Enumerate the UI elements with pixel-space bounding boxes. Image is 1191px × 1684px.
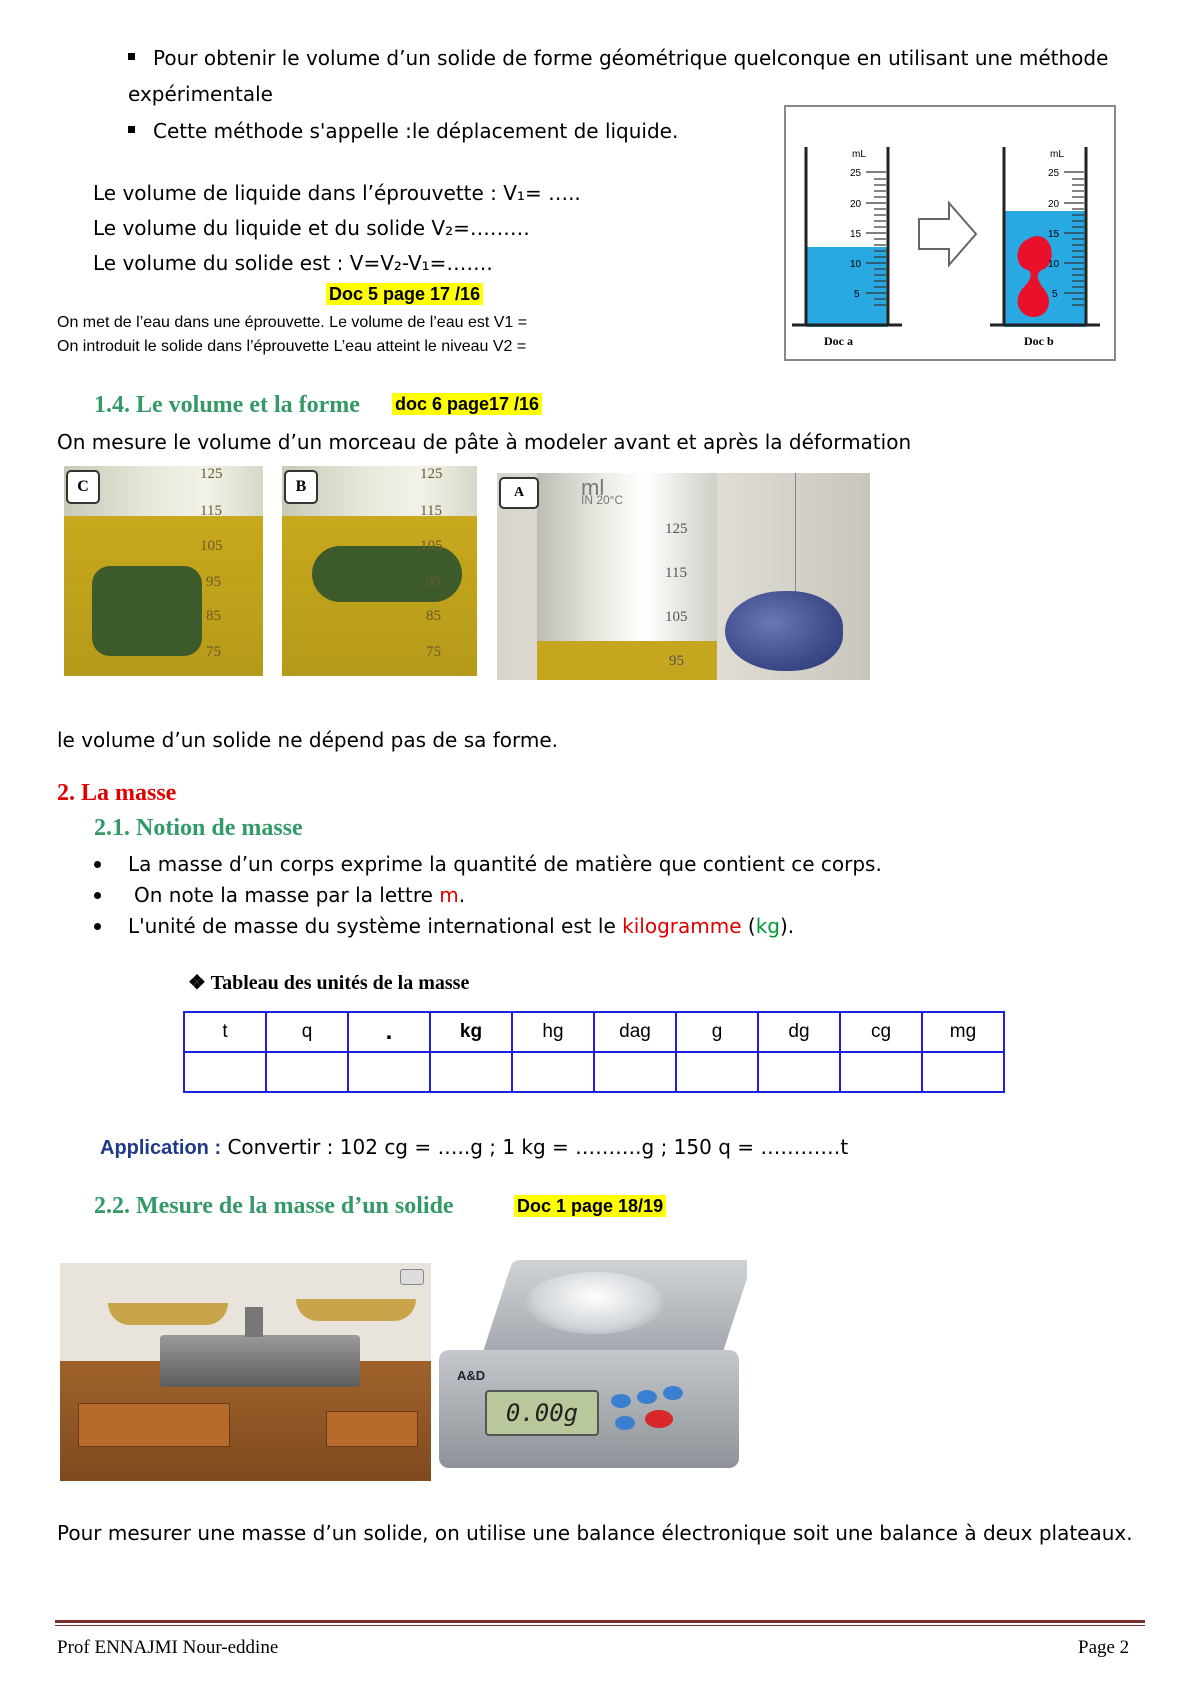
- footer-page-number: Page 2: [1078, 1637, 1130, 1658]
- photo-cylinder-c: C 125 115 105 95 85 75: [64, 466, 263, 676]
- scale-pan: [525, 1272, 665, 1334]
- photo-electronic-scale: A&D 0.00g: [435, 1258, 747, 1484]
- scale-display: 0.00g: [485, 1390, 599, 1436]
- svg-text:5: 5: [1052, 289, 1058, 300]
- bullet-item: Cette méthode s'appelle :le déplacement de liquide.: [128, 119, 678, 143]
- doc6-reference: doc 6 page17 /16: [392, 394, 542, 415]
- doc5-line-1: On met de l’eau dans une éprouvette. Le volume de l’eau est V1 =: [57, 314, 528, 331]
- diamond-bullet-icon: ❖: [188, 972, 206, 994]
- svg-text:10: 10: [850, 259, 862, 270]
- table-empty-row: [184, 1052, 1004, 1092]
- bullet-mass-1: La masse d’un corps exprime la quantité de matière que contient ce corps.: [94, 852, 882, 876]
- clay-ball-a: [725, 591, 843, 671]
- table-cell: .: [348, 1012, 430, 1052]
- conclusion-volume: le volume d’un solide ne dépend pas de sa forme.: [57, 728, 559, 752]
- doc5-reference: Doc 5 page 17 /16: [326, 284, 483, 305]
- doc5-line-2: On introduit le solide dans l’éprouvette L’eau atteint le niveau V2 =: [57, 338, 527, 355]
- section-1-4-text: On mesure le volume d’un morceau de pâte à modeler avant et après la déformation: [57, 430, 912, 454]
- section-2-title: 2. La masse: [57, 780, 177, 806]
- arrow-right-icon: [919, 203, 976, 265]
- volume-v-line: Le volume du solide est : V=V₂-V₁=…….: [93, 251, 493, 275]
- photo-two-pan-balance: [60, 1263, 431, 1481]
- bullet-item-continuation: expérimentale: [128, 82, 273, 106]
- cylinder-displacement-figure: [784, 105, 1116, 361]
- camera-icon: [400, 1269, 424, 1285]
- scale-button: [615, 1416, 635, 1430]
- clay-block-c: [92, 566, 202, 656]
- caption-doc-b: Doc b: [1024, 334, 1054, 348]
- section-1-4-title: 1.4. Le volume et la forme: [94, 392, 360, 418]
- svg-text:15: 15: [1048, 229, 1060, 240]
- conclusion-mass: Pour mesurer une masse d’un solide, on utilise une balance électronique soit une balance à deux plateaux.: [57, 1521, 1133, 1545]
- square-bullet-icon: [128, 53, 135, 60]
- bullet-mass-2: On note la masse par la lettre m.: [94, 883, 465, 907]
- svg-text:10: 10: [1048, 259, 1060, 270]
- photo-cylinder-b: B 125 115 105 95 85 75: [282, 466, 477, 676]
- table-cell: dag: [594, 1012, 676, 1052]
- volume-v1-line: Le volume de liquide dans l’éprouvette : V₁= …..: [93, 181, 581, 205]
- scale-button: [637, 1390, 657, 1404]
- label-c: C: [66, 470, 100, 504]
- photo-cylinder-a: A ml IN 20°C 125 115 105 95: [497, 473, 870, 680]
- bullet-dot-icon: [94, 892, 101, 899]
- svg-text:25: 25: [1048, 168, 1060, 179]
- mass-units-table: [183, 1011, 1005, 1093]
- scale-tare-button: [645, 1410, 673, 1428]
- bullet-dot-icon: [94, 861, 101, 868]
- cylinder-b-unit: mL: [1050, 149, 1064, 160]
- application-line: Application : Convertir : 102 cg = …..g ; 1 kg = ……….g ; 150 q = …………t: [100, 1135, 849, 1159]
- bullet-item: Pour obtenir le volume d’un solide de forme géométrique quelconque en utilisant une méthode: [128, 46, 1108, 70]
- svg-text:20: 20: [1048, 199, 1060, 210]
- table-title: ❖ Tableau des unités de la masse: [188, 972, 470, 994]
- table-cell: dg: [758, 1012, 840, 1052]
- table-header-row: [184, 1012, 1004, 1052]
- table-cell: q: [266, 1012, 348, 1052]
- scale-button: [611, 1394, 631, 1408]
- section-2-2-title: 2.2. Mesure de la masse d’un solide: [94, 1193, 454, 1219]
- table-cell: cg: [840, 1012, 922, 1052]
- section-2-1-title: 2.1. Notion de masse: [94, 815, 303, 841]
- svg-text:5: 5: [854, 289, 860, 300]
- bullet-dot-icon: [94, 923, 101, 930]
- footer-divider: [55, 1620, 1145, 1623]
- square-bullet-icon: [128, 126, 135, 133]
- label-a: A: [499, 477, 539, 509]
- table-cell: kg: [430, 1012, 512, 1052]
- volume-v2-line: Le volume du liquide et du solide V₂=………: [93, 216, 530, 240]
- footer-author: Prof ENNAJMI Nour-eddine: [57, 1637, 279, 1658]
- cylinder-a-unit: mL: [852, 149, 866, 160]
- doc1-reference: Doc 1 page 18/19: [514, 1196, 666, 1217]
- caption-doc-a: Doc a: [824, 334, 853, 348]
- bullet-mass-3: L'unité de masse du système international est le kilogramme (kg).: [94, 914, 794, 938]
- svg-text:25: 25: [850, 168, 862, 179]
- cylinder-diagram: [786, 107, 1114, 359]
- table-cell: hg: [512, 1012, 594, 1052]
- scale-button: [663, 1386, 683, 1400]
- table-cell: mg: [922, 1012, 1004, 1052]
- svg-text:15: 15: [850, 229, 862, 240]
- label-b: B: [284, 470, 318, 504]
- table-cell: t: [184, 1012, 266, 1052]
- table-cell: g: [676, 1012, 758, 1052]
- svg-text:20: 20: [850, 199, 862, 210]
